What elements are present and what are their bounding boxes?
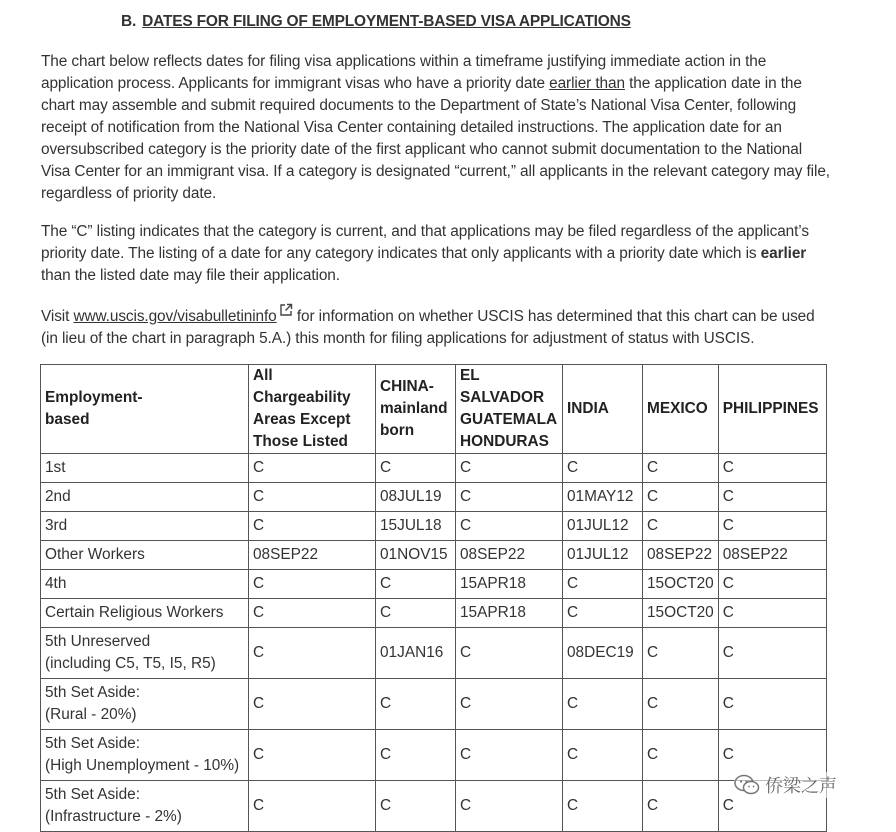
table-cell: C <box>249 483 376 512</box>
table-cell: C <box>718 781 826 832</box>
column-header-line: CHINA- <box>380 378 434 395</box>
table-row <box>41 512 827 541</box>
current-text-1: The “C” listing indicates that the category is current, and that applications may be filed regardless of the applicant’s priority date. The listing of a date for any category indicates that only applicants with a priority date which is <box>41 223 809 262</box>
category-label-line: Other Workers <box>45 546 145 563</box>
table-cell: C <box>643 628 719 679</box>
category-label-line: (Infrastructure - 2%) <box>45 808 182 825</box>
category-label-line: 4th <box>45 575 67 592</box>
table-cell: 01MAY12 <box>563 483 643 512</box>
category-label-line: 5th Set Aside: <box>45 684 140 701</box>
table-cell: C <box>376 599 456 628</box>
table-cell: C <box>376 781 456 832</box>
column-header-line: Areas Except <box>253 411 351 428</box>
table-cell: C <box>249 781 376 832</box>
table-cell: C <box>643 512 719 541</box>
external-link-icon[interactable] <box>279 303 293 317</box>
earlier-emphasis: earlier <box>760 245 807 262</box>
table-cell: C <box>249 679 376 730</box>
table-cell: 15OCT20 <box>643 570 719 599</box>
current-text-2: than the listed date may file their application. <box>41 267 340 284</box>
table-cell: C <box>563 570 643 599</box>
category-label <box>41 628 249 679</box>
column-header <box>376 365 456 454</box>
category-label-line: 3rd <box>45 517 68 534</box>
table-row <box>41 679 827 730</box>
category-label <box>41 570 249 599</box>
watermark <box>734 772 837 798</box>
watermark-text: 侨梁之声 <box>765 776 837 796</box>
category-label <box>41 512 249 541</box>
category-label <box>41 679 249 730</box>
category-label-line: 2nd <box>45 488 71 505</box>
table-cell: C <box>563 599 643 628</box>
table-cell: C <box>643 781 719 832</box>
current-listing-paragraph <box>41 221 831 287</box>
column-header-line: EL SALVADOR <box>460 367 545 406</box>
category-label-line: 1st <box>45 459 66 476</box>
table-cell: 01JAN16 <box>376 628 456 679</box>
table-row <box>41 541 827 570</box>
table-cell: C <box>718 483 826 512</box>
column-header <box>643 365 719 454</box>
table-cell: C <box>563 679 643 730</box>
intro-text-1: The chart below reflects dates for filing visa applications within a timeframe justifying immediate action in the application process. Applicants for immigrant visas who have a priority date <box>41 53 767 92</box>
category-label <box>41 541 249 570</box>
table-cell: C <box>563 781 643 832</box>
column-header-line: PHILIPPINES <box>722 400 819 417</box>
column-header-line: mainland <box>380 400 448 417</box>
table-cell: C <box>563 454 643 483</box>
column-header <box>456 365 563 454</box>
column-header-line: MEXICO <box>647 400 708 417</box>
column-header-line: INDIA <box>567 400 609 417</box>
table-cell: C <box>718 628 826 679</box>
table-cell: 08SEP22 <box>249 541 376 570</box>
table-cell: 08SEP22 <box>643 541 719 570</box>
uscis-link[interactable]: www.uscis.gov/visabulletininfo <box>73 308 277 325</box>
table-cell: C <box>456 730 563 781</box>
table-cell: 15APR18 <box>456 570 563 599</box>
table-cell: 15JUL18 <box>376 512 456 541</box>
table-cell: C <box>376 679 456 730</box>
column-header-line: based <box>45 411 90 428</box>
table-row <box>41 454 827 483</box>
uscis-text: for information on whether USCIS has determined that this chart can be used (in lieu of the chart in paragraph 5.A.) this month for filing applications for adjustment of status with USCIS. <box>41 308 815 347</box>
table-cell: C <box>718 679 826 730</box>
table-cell: 01JUL12 <box>563 541 643 570</box>
column-header <box>563 365 643 454</box>
table-cell: C <box>718 454 826 483</box>
category-label <box>41 599 249 628</box>
table-row <box>41 730 827 781</box>
table-cell: 15OCT20 <box>643 599 719 628</box>
table-cell: 01NOV15 <box>376 541 456 570</box>
table-cell: C <box>249 570 376 599</box>
filing-dates-table <box>40 364 827 832</box>
table-cell: C <box>718 512 826 541</box>
visit-text: Visit <box>41 308 74 325</box>
table-header-row <box>41 365 827 454</box>
uscis-paragraph <box>41 303 831 350</box>
section-title: DATES FOR FILING OF EMPLOYMENT-BASED VISA APPLICATIONS <box>142 13 631 30</box>
table-cell: C <box>718 570 826 599</box>
table-row <box>41 628 827 679</box>
table-cell: C <box>456 781 563 832</box>
column-header <box>718 365 826 454</box>
table-cell: C <box>643 679 719 730</box>
column-header-line: HONDURAS <box>460 433 549 450</box>
table-cell: C <box>376 570 456 599</box>
column-header-line: Those Listed <box>253 433 348 450</box>
wechat-icon <box>734 774 760 796</box>
column-header <box>41 365 249 454</box>
table-row <box>41 599 827 628</box>
table-cell: C <box>718 599 826 628</box>
category-label-line: 5th Set Aside: <box>45 786 140 803</box>
column-header <box>249 365 376 454</box>
table-cell: 08DEC19 <box>563 628 643 679</box>
section-heading <box>121 13 631 31</box>
category-label-line: Certain Religious Workers <box>45 604 224 621</box>
table-cell: 15APR18 <box>456 599 563 628</box>
column-header-line: All Chargeability <box>253 367 351 406</box>
table-row <box>41 483 827 512</box>
table-cell: C <box>718 730 826 781</box>
category-label <box>41 730 249 781</box>
table-cell: C <box>643 730 719 781</box>
table-cell: 08SEP22 <box>456 541 563 570</box>
table-cell: 08SEP22 <box>718 541 826 570</box>
section-letter: B. <box>121 13 137 30</box>
intro-text-2: the application date in the chart may assemble and submit required documents to the Department of State’s National Visa Center, following receipt of notification from the National Visa Center containing detailed instructions. The application date for an oversubscribed category is the priority date of the first applicant who cannot submit documentation to the National Visa Center for an immigrant visa. If a category is designated “current,” all applicants in the relevant category may file, regardless of priority date. <box>41 75 830 202</box>
category-label-line: 5th Set Aside: <box>45 735 140 752</box>
table-cell: C <box>249 730 376 781</box>
table-cell: C <box>456 512 563 541</box>
table-cell: 01JUL12 <box>563 512 643 541</box>
category-label-line: (High Unemployment - 10%) <box>45 757 240 774</box>
table-cell: C <box>456 679 563 730</box>
earlier-than-emphasis: earlier than <box>549 75 625 92</box>
table-cell: C <box>376 730 456 781</box>
table-cell: C <box>643 483 719 512</box>
table-cell: C <box>249 628 376 679</box>
category-label-line: 5th Unreserved <box>45 633 151 650</box>
category-label <box>41 483 249 512</box>
category-label-line: (including C5, T5, I5, R5) <box>45 655 216 672</box>
table-cell: C <box>456 628 563 679</box>
table-cell: C <box>643 454 719 483</box>
table-cell: C <box>563 730 643 781</box>
column-header-line: Employment- <box>45 389 143 406</box>
table-cell: C <box>456 454 563 483</box>
table-cell: C <box>249 454 376 483</box>
table-cell: C <box>249 599 376 628</box>
intro-paragraph <box>41 51 831 205</box>
table-row <box>41 570 827 599</box>
category-label-line: (Rural - 20%) <box>45 706 137 723</box>
table-cell: 08JUL19 <box>376 483 456 512</box>
table-cell: C <box>376 454 456 483</box>
column-header-line: born <box>380 422 415 439</box>
column-header-line: GUATEMALA <box>460 411 558 428</box>
category-label <box>41 454 249 483</box>
table-cell: C <box>249 512 376 541</box>
table-cell: C <box>456 483 563 512</box>
